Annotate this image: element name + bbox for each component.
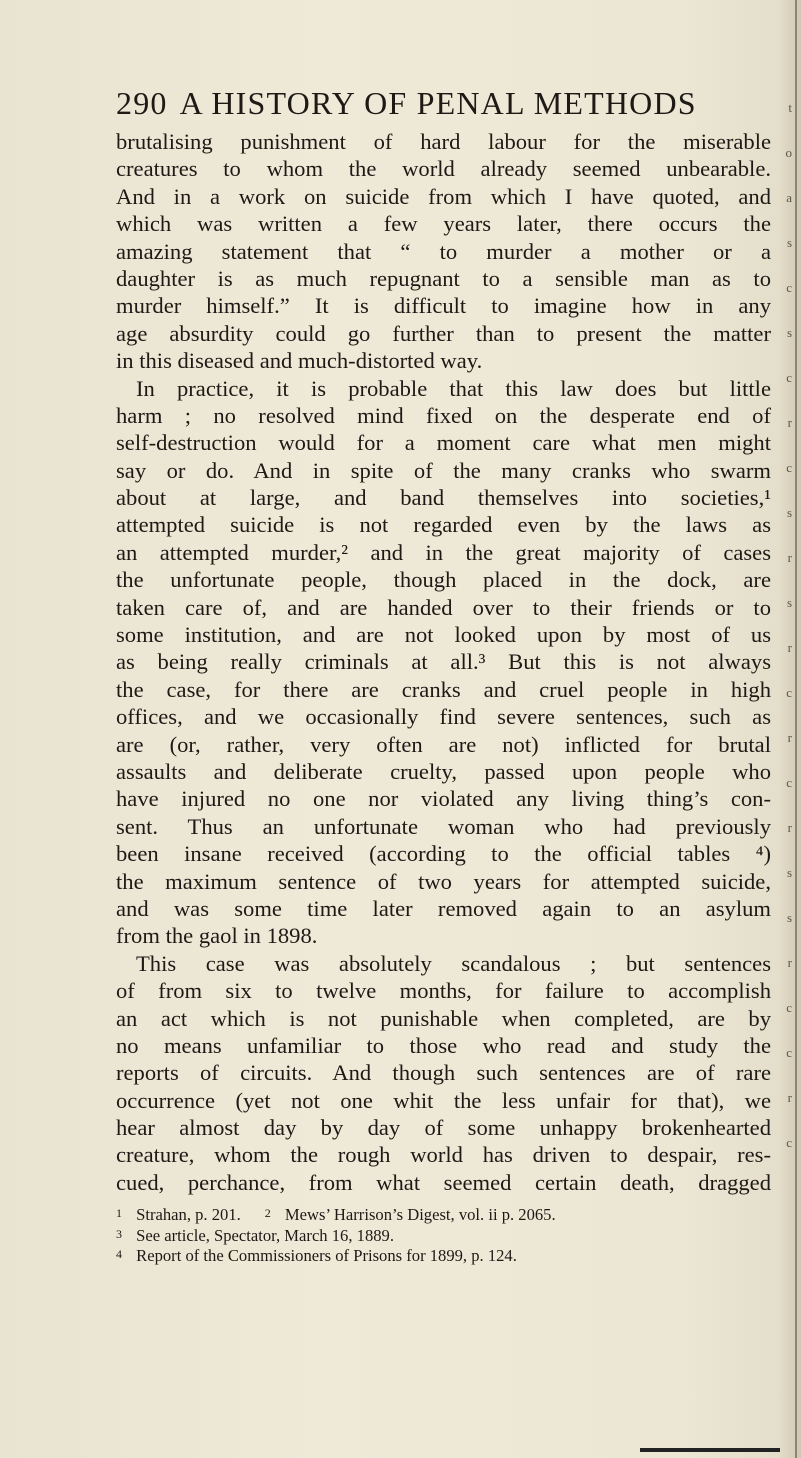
facing-page-glyph: r <box>787 415 792 430</box>
footnotes <box>116 1205 766 1267</box>
facing-page-glyph: r <box>787 730 792 745</box>
text-line: been insane received (according to the official tables ⁴) <box>116 841 771 867</box>
text-line: some institution, and are not looked upon by most of us <box>116 622 771 648</box>
facing-page-glyph: a <box>786 190 792 205</box>
facing-page-glyph: r <box>787 640 792 655</box>
facing-page-glyph: t <box>788 100 792 115</box>
text-line: and was some time later removed again to an asylum <box>116 895 771 921</box>
footnote-number: 4 <box>116 1247 122 1261</box>
facing-page-glyph: r <box>787 1090 792 1105</box>
text-line: the maximum sentence of two years for attempted suicide, <box>116 868 771 894</box>
text-line: This case was absolutely scandalous ; but sentences <box>136 950 771 976</box>
facing-page-glyph: c <box>786 1135 792 1150</box>
text-line: the unfortunate people, though placed in the dock, are <box>116 567 771 593</box>
text-line: taken care of, and are handed over to their friends or to <box>116 594 771 620</box>
text-line: about at large, and band themselves into societies,¹ <box>116 485 771 511</box>
text-line: of from six to twelve months, for failure to accomplish <box>116 978 771 1004</box>
running-title: A HISTORY OF PENAL METHODS <box>179 85 697 121</box>
footnote-text: Mews’ Harrison’s Digest, vol. ii p. 2065. <box>280 1205 556 1224</box>
facing-page-glyph: s <box>786 865 792 880</box>
text-line: In practice, it is probable that this law does but little <box>136 375 771 401</box>
text-line: an attempted murder,² and in the great majority of cases <box>116 539 771 565</box>
page-number: 290 <box>116 85 168 121</box>
text-line: amazing statement that “ to murder a mother or a <box>116 238 771 264</box>
facing-page-glyph: s <box>786 235 792 250</box>
binding-shadow <box>640 1448 780 1452</box>
footnote-number: 3 <box>116 1226 122 1241</box>
facing-page-glyph: o <box>785 145 792 160</box>
text-line: creatures to whom the world already seemed unbearable. <box>116 156 771 182</box>
footnote-line <box>116 1205 766 1226</box>
facing-page-glyph: s <box>786 325 792 340</box>
text-line: are (or, rather, very often are not) inflicted for brutal <box>116 731 771 757</box>
text-line: occurrence (yet not one whit the less unfair for that), we <box>116 1087 771 1113</box>
facing-page-glyph: c <box>786 460 792 475</box>
page-edge-line <box>795 0 797 1458</box>
facing-page-glyph: c <box>786 1045 792 1060</box>
text-line: in this diseased and much-distorted way. <box>116 348 483 374</box>
text-line: from the gaol in 1898. <box>116 923 318 949</box>
text-line: attempted suicide is not regarded even by the laws as <box>116 512 771 538</box>
text-line: And in a work on suicide from which I have quoted, and <box>116 183 771 209</box>
facing-page-glyph: s <box>786 595 792 610</box>
text-line: say or do. And in spite of the many cranks who swarm <box>116 457 771 483</box>
text-line: age absurdity could go further than to present the matter <box>116 320 771 346</box>
footnote-text: See article, Spectator, March 16, 1889. <box>132 1225 394 1245</box>
text-line: the case, for there are cranks and cruel people in high <box>116 676 771 702</box>
text-line: as being really criminals at all.³ But this is not always <box>116 649 771 675</box>
footnote-text: Report of the Commissioners of Prisons for 1899, p. 124. <box>132 1246 517 1265</box>
facing-page-glyph: c <box>786 1000 792 1015</box>
text-line: creature, whom the rough world has driven to despair, res- <box>116 1142 771 1168</box>
facing-page-glyph: c <box>786 280 792 295</box>
facing-page-glyph: c <box>786 370 792 385</box>
body-text <box>116 128 771 1196</box>
footnote-number: 1 <box>116 1206 122 1220</box>
facing-page-glyph: s <box>786 910 792 925</box>
text-line: no means unfamiliar to those who read and study the <box>116 1032 771 1058</box>
text-line: an act which is not punishable when completed, are by <box>116 1005 771 1031</box>
footnote-line <box>116 1226 766 1247</box>
text-line: harm ; no resolved mind fixed on the desperate end of <box>116 402 771 428</box>
text-line: reports of circuits. And though such sentences are of rare <box>116 1060 771 1086</box>
running-header <box>116 82 756 124</box>
text-line: cued, perchance, from what seemed certain death, dragged <box>116 1169 771 1195</box>
footnote-number: 2 <box>264 1206 271 1220</box>
text-line: sent. Thus an unfortunate woman who had previously <box>116 813 771 839</box>
facing-page-glyph: c <box>786 685 792 700</box>
text-line: have injured no one nor violated any living thing’s con- <box>116 786 771 812</box>
facing-page-glyph: r <box>787 955 792 970</box>
facing-page-glyph: s <box>786 505 792 520</box>
facing-page-glyph: c <box>786 775 792 790</box>
text-line: daughter is as much repugnant to a sensible man as to <box>116 265 771 291</box>
text-line: hear almost day by day of some unhappy brokenhearted <box>116 1115 771 1141</box>
text-line: assaults and deliberate cruelty, passed upon people who <box>116 758 771 784</box>
facing-page-edge <box>779 0 801 1458</box>
text-line: brutalising punishment of hard labour for the miserable <box>116 129 771 154</box>
footnote-text: Strahan, p. 201. <box>132 1205 241 1224</box>
text-line: murder himself.” It is difficult to imagine how in any <box>116 293 771 319</box>
facing-page-glyph: r <box>787 550 792 565</box>
text-line: which was written a few years later, there occurs the <box>116 211 771 237</box>
footnote-line <box>116 1246 766 1267</box>
facing-page-glyph: r <box>787 820 792 835</box>
text-line: offices, and we occasionally find severe sentences, such as <box>116 704 771 730</box>
text-line: self-destruction would for a moment care what men might <box>116 430 771 456</box>
